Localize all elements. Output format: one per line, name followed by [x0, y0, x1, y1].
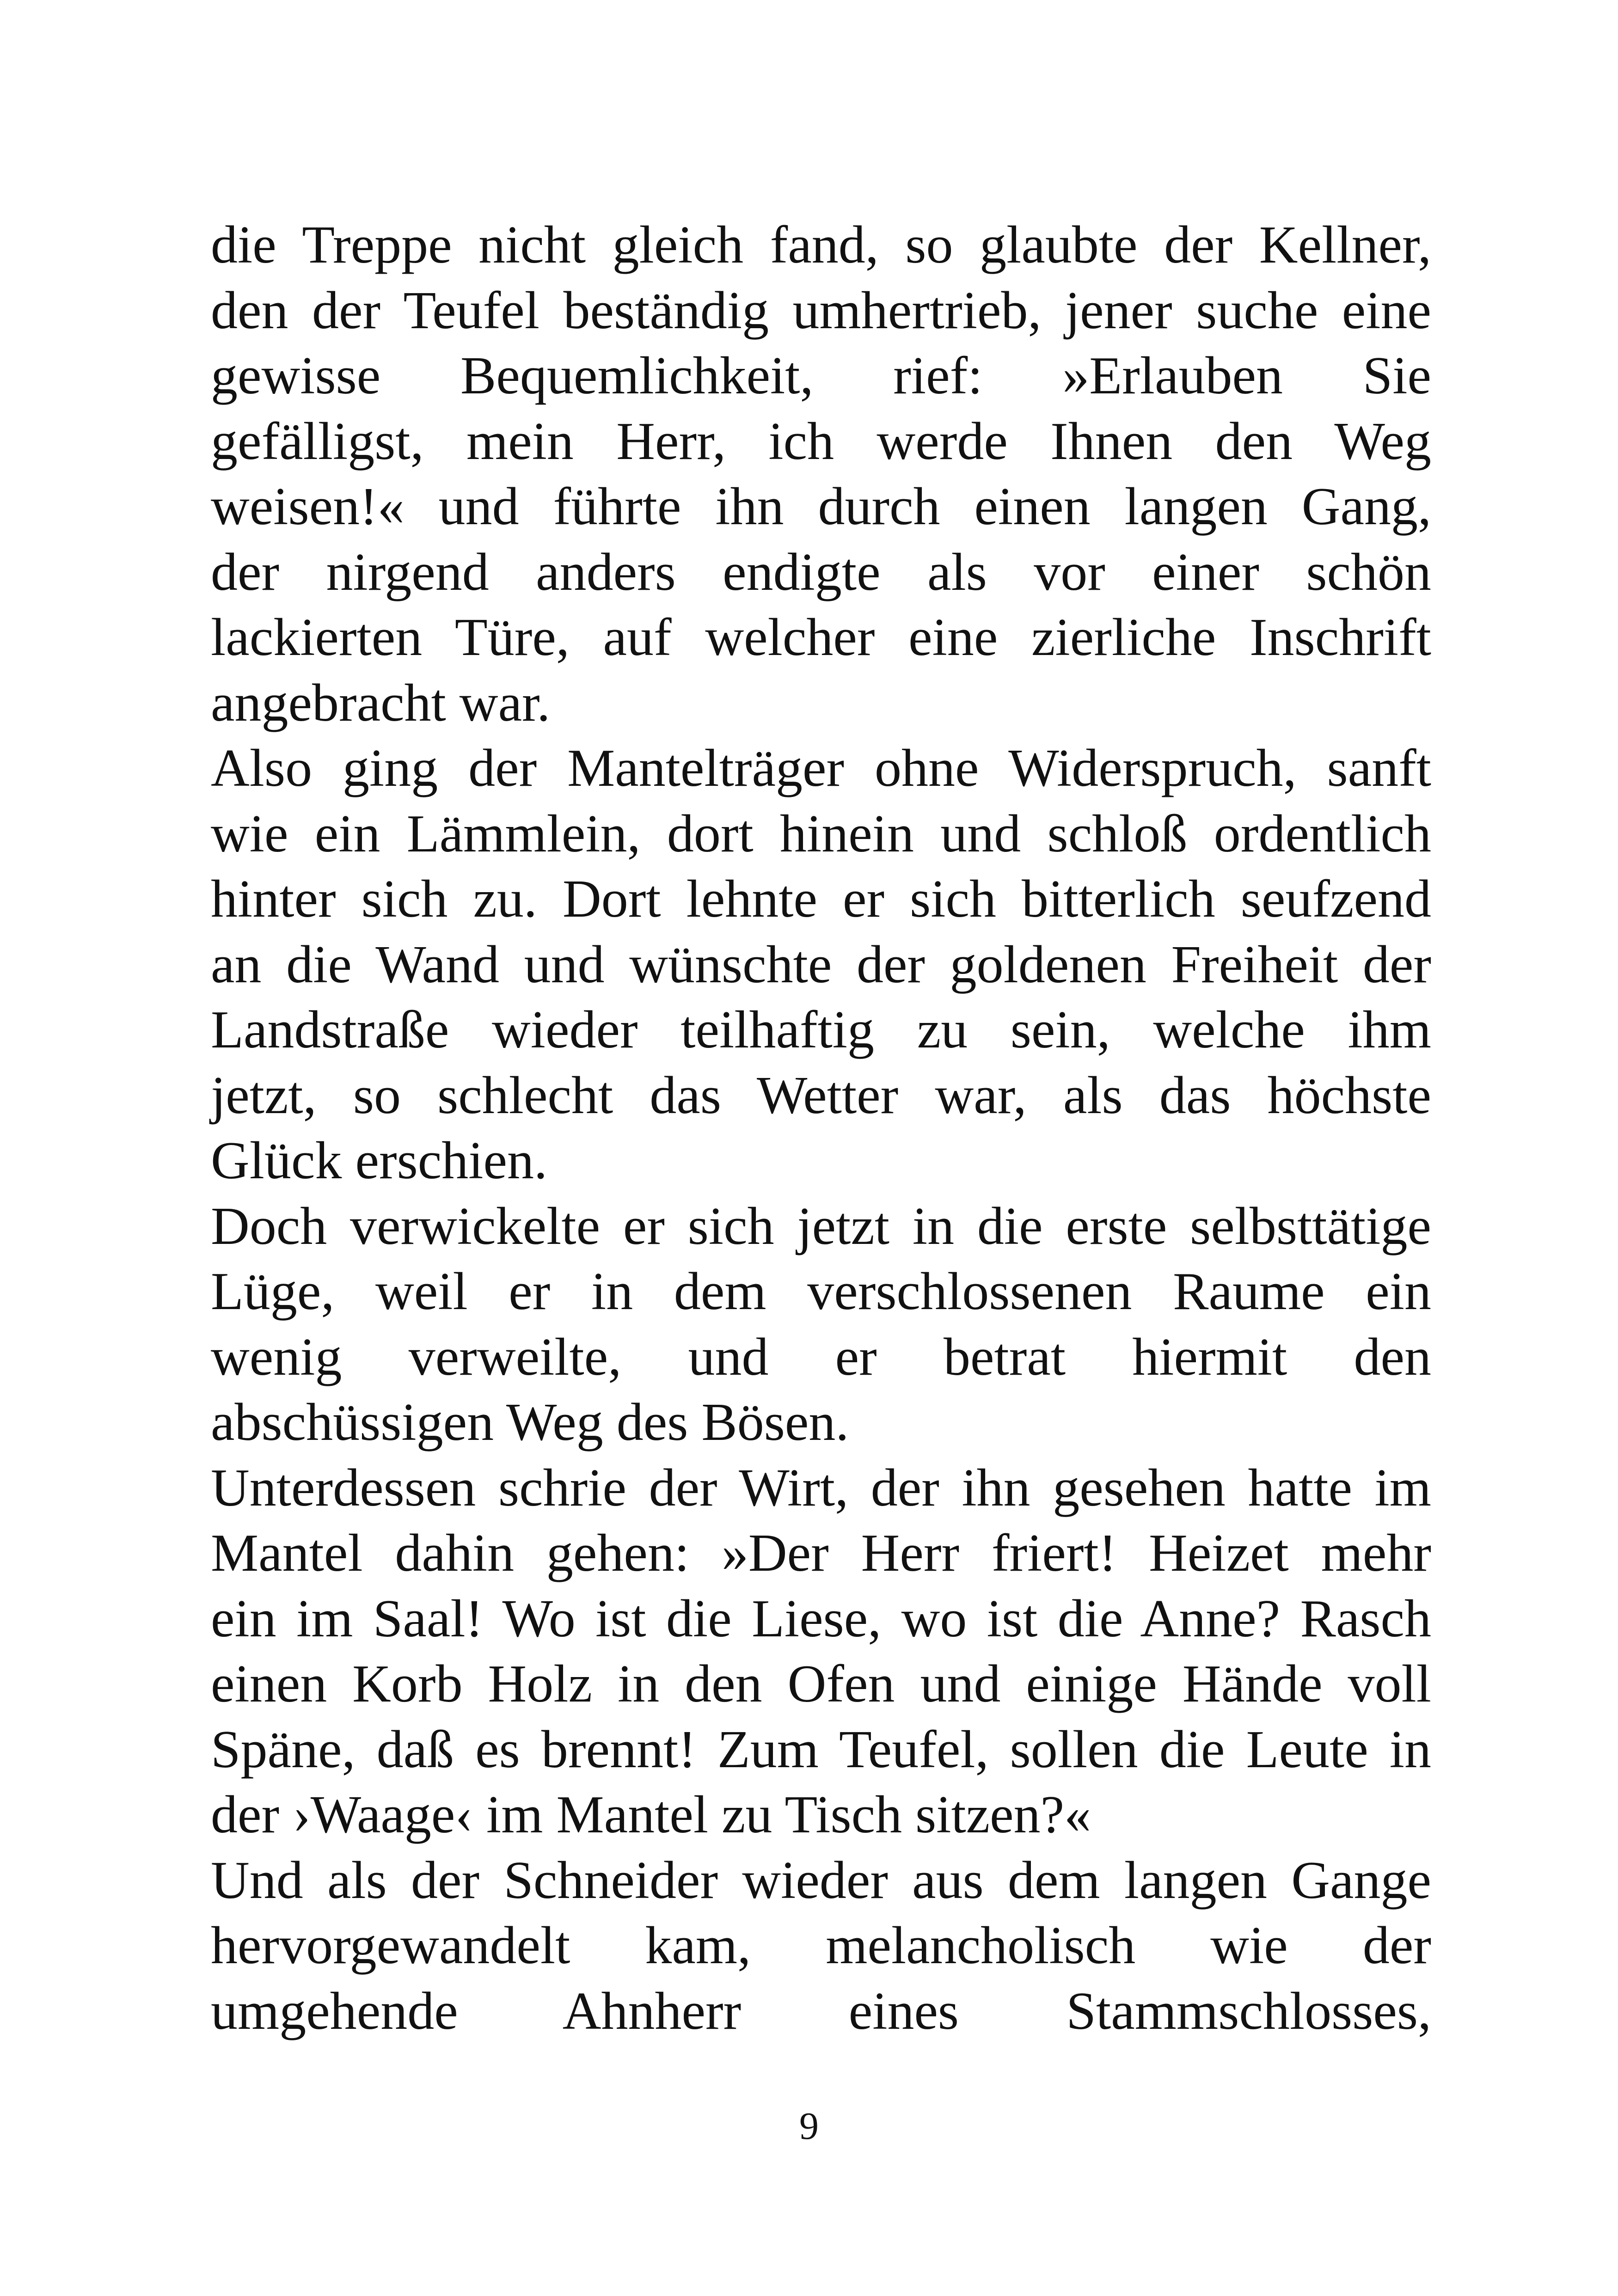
text-line: Doch verwickelte er sich jetzt in die erste selbsttätige: [211, 1196, 1431, 1256]
text-line: hervorgewandelt kam, melancholisch wie der: [211, 1916, 1431, 1975]
text-line: gewisse Bequemlichkeit, rief: »Erlauben Sie: [211, 346, 1431, 405]
text-line: die Treppe nicht gleich fand, so glaubte der Kellner,: [211, 215, 1431, 275]
page-number: 9: [799, 2105, 819, 2148]
body-text: [211, 213, 1431, 2044]
text-line: Glück erschien.: [211, 1131, 547, 1190]
text-line: ein im Saal! Wo ist die Liese, wo ist die Anne? Rasch: [211, 1589, 1431, 1648]
text-line: der ›Waage‹ im Mantel zu Tisch sitzen?«: [211, 1785, 1091, 1844]
text-line: Lüge, weil er in dem verschlossenen Raume ein: [211, 1262, 1431, 1321]
text-line: Also ging der Mantelträger ohne Widerspruch, sanft: [211, 739, 1431, 798]
text-line: Späne, daß es brennt! Zum Teufel, sollen die Leute in: [211, 1720, 1431, 1779]
text-line: wenig verweilte, und er betrat hiermit den: [211, 1327, 1431, 1387]
text-line: lackierten Türe, auf welcher eine zierliche Inschrift: [211, 608, 1431, 667]
text-line: Und als der Schneider wieder aus dem langen Gange: [211, 1850, 1431, 1910]
text-line: hinter sich zu. Dort lehnte er sich bitterlich seufzend: [211, 869, 1431, 929]
text-line: angebracht war.: [211, 673, 551, 733]
text-line: Mantel dahin gehen: »Der Herr friert! Heizet mehr: [211, 1524, 1431, 1583]
text-line: gefälligst, mein Herr, ich werde Ihnen den Weg: [211, 411, 1431, 471]
text-line: abschüssigen Weg des Bösen.: [211, 1393, 849, 1452]
text-line: wie ein Lämmlein, dort hinein und schloß ordentlich: [211, 804, 1431, 863]
text-line: Unterdessen schrie der Wirt, der ihn gesehen hatte im: [211, 1458, 1431, 1518]
text-line: den der Teufel beständig umhertrieb, jener suche eine: [211, 281, 1431, 340]
text-line: an die Wand und wünschte der goldenen Freiheit der: [211, 935, 1431, 994]
text-line: umgehende Ahnherr eines Stammschlosses,: [211, 1981, 1431, 2041]
text-line: Landstraße wieder teilhaftig zu sein, welche ihm: [211, 1000, 1431, 1059]
text-line: weisen!« und führte ihn durch einen langen Gang,: [211, 477, 1431, 536]
text-line: einen Korb Holz in den Ofen und einige Hände voll: [211, 1654, 1431, 1714]
text-line: jetzt, so schlecht das Wetter war, als das höchste: [211, 1065, 1431, 1125]
text-line: der nirgend anders endigte als vor einer schön: [211, 542, 1431, 602]
